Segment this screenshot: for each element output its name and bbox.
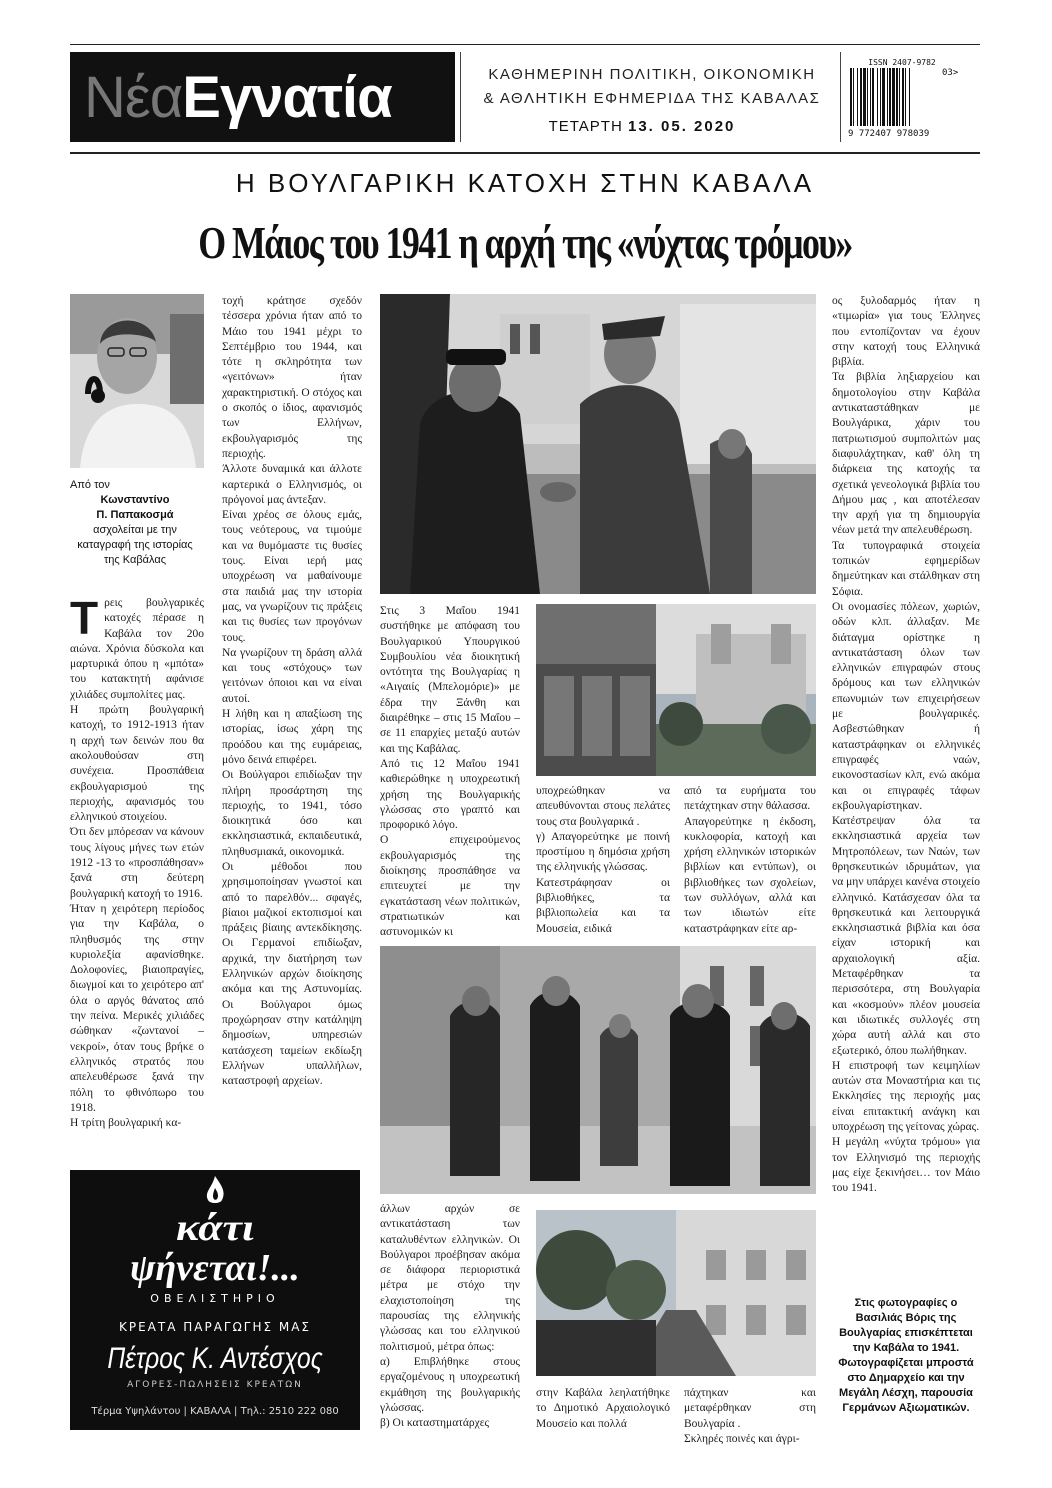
col2-paragraph: Οι Βούλγαροι επιδίωξαν την πλήρη προσάρτηση της περιοχής, το 1941, τόσο διοικητικά όσο και εκκλησιαστικά, εκπαιδευτικά, πληθυσμιακά, οικονομικά. — [222, 769, 362, 858]
article-column-3-bottom — [380, 1202, 520, 1431]
col2-paragraph: τοχή κράτησε σχεδόν τέσσερα χρόνια ήταν από το Μάιο του 1941 μέχρι το Σεπτέμβριο του 1944, και τότε η σκληρότητα των «γειτόνων» ήταν χαρακτηριστική. Ο στόχος και ο σκοπός ο ίδιος, αφανισμός των Ελλήνων, εκβουλγαρισμός της περιοχής. — [222, 295, 362, 460]
photo-officers-street — [380, 946, 816, 1194]
ad-brand-line1: κάτι — [175, 1207, 255, 1249]
col6-paragraph: ος ξυλοδαρμός ήταν η «τιμωρία» για τους Έλληνες που εντοπίζονταν να έχουν στην κατοχή τους Ελληνικά βιβλία. — [832, 295, 980, 369]
author-photo — [70, 294, 204, 468]
dropcap: Τ — [70, 592, 99, 644]
ad-services: ΑΓΟΡΕΣ-ΠΩΛΗΣΕΙΣ ΚΡΕΑΤΩΝ — [127, 1380, 303, 1390]
col3-paragraph: άλλων αρχών σε αντικατάσταση των καταλυθέντων ελληνικών. Οι Βούλγαροι προέβησαν ακόμα σε διάφορα περιοριστικά μέτρα με στόχο την ελαχιστοποίηση της παρουσίας της ελληνικής γλώσσας και του ελληνικού πολιτισμού, μέτρα όπως: — [380, 1203, 520, 1353]
col1-paragraph: Ήταν η χειρότερη περίοδος για την Καβάλα, ο πληθυσμός της στην κυριολεξία αφανίσθηκε. Δολοφονίες, βιαιοπραγίες, διωγμοί και το χειρότερο απ' όλα ο αργός θάνατος από την πείνα. Μερικές χιλιάδες σώθηκαν «ζωντανοί – νεκροί», όταν τους βρήκε ο ελληνικός στρατός που απελευθέρωσε ξανά την πόλη το φθινόπωρο του 1918. — [70, 902, 204, 1114]
col5-paragraph: από τα ευρήματα του πετάχτηκαν στην θάλασσα. — [684, 785, 816, 813]
article-column-5-top — [684, 784, 816, 937]
issue-weekday: ΤΕΤΑΡΤΗ — [548, 118, 623, 135]
col2-paragraph: Άλλοτε δυναμικά και άλλοτε καρτερικά ο Ελληνισμός, οι πρόγονοί μας άντεξαν. — [222, 463, 362, 506]
advertisement-butcher[interactable] — [70, 1170, 360, 1430]
col4-paragraph: υποχρεώθηκαν να απευθύνονται στους πελάτες τους στα βουλγαρικά . — [536, 785, 670, 828]
photo-caption: Στις φωτογραφίες ο Βασιλιάς Βόρις της Βουλγαρίας επισκέπτεται την Καβάλα το 1941. Φωτογραφίζεται μπροστά στο Δημαρχείο και την Μεγάλη Λέσχη, παρουσία Γερμάνων Αξιωματικών. — [838, 1297, 974, 1414]
barcode-addon: 03> — [942, 68, 959, 78]
byline-from: Από τον — [70, 479, 110, 491]
article-column-5-bottom — [684, 1386, 816, 1447]
masthead-divider-right — [840, 52, 841, 142]
col2-paragraph: Είναι χρέος σε όλους εμάς, τους νεότερους, να τιμούμε και να θυμόμαστε τις θυσίες τους. Είναι ιερή μας υποχρέωση να μαθαίνουμε στα παιδιά μας την ιστορία μας, να γνωρίζουν τις πράξεις και τις θυσίες των προγόνων τους. — [222, 509, 362, 644]
article-column-2 — [222, 294, 362, 1089]
photo-town-hall — [536, 604, 816, 776]
newspaper-logo — [70, 52, 455, 142]
flame-icon — [192, 1174, 238, 1210]
col3-paragraph: β) Οι καταστηματάρχες — [380, 1417, 490, 1430]
col3-paragraph: α) Επιβλήθηκε στους εργαζομένους η υποχρεωτική εκμάθηση της βουλγαρικής γλώσσας. — [380, 1355, 520, 1414]
issue-date-value: 13. 05. 2020 — [627, 118, 736, 135]
photo-king-handshake — [380, 294, 816, 594]
author-name-first: Κωνσταντίνο — [100, 494, 170, 506]
issue-date — [472, 118, 812, 135]
masthead-bottom-rule — [70, 152, 980, 154]
col6-paragraph: Οι ονομασίες πόλεων, χωριών, οδών κλπ. άλλαξαν. Με διάταγμα ορίστηκε η αντικατάσταση όλων των ελληνικών επιγραφών στους δρόμους και των ελληνικών επωνυμιών των επιχειρήσεων με βουλγαρικές. Ασβεστώθηκαν ή καταστράφηκαν οι ελληνικές επιγραφές ναών, εικονοστασίων κλπ, ενώ ακόμα και οι επιγραφές τάφων εκβουλγαρίστηκαν. — [832, 600, 980, 812]
ad-owner: Πέτρος Κ. Αντέσχος — [107, 1342, 323, 1375]
barcode-number: 9 772407 978039 — [848, 129, 930, 139]
author-role: ασχολείται με την καταγραφή της ιστορίας της Καβάλας — [77, 524, 193, 566]
article-column-1 — [70, 592, 204, 1131]
col5-paragraph: Σκληρές ποινές και άγρι- — [684, 1432, 800, 1445]
col1-paragraph: Η πρώτη βουλγαρική κατοχή, το 1912-1913 ήταν η αρχή των δεινών που θα ακολουθούσαν στη συνέχεια. Προσπάθεια εκβουλγαρισμού της περιοχής, αφανισμός του ελληνικού στοιχείου. — [70, 704, 204, 824]
barcode-bars-icon — [848, 68, 940, 128]
col6-paragraph: Τα βιβλία ληξιαρχείου και δημοτολογίου στην Καβάλα αντικαταστάθηκαν με Βουλγάρικα, χάριν του πατριωτισμού συμπολιτών μας διαφυλάχτηκαν, καθ' όλη τη διάρκεια της κατοχής τα σχετικά γενεολογικά βιβλία του Δήμου μας , και αποτέλεσαν την αρχή για τη δημιουργία νέων μετά την απελευθέρωση. — [832, 371, 980, 537]
article-column-4-top — [536, 784, 670, 937]
col5-paragraph: πάχτηκαν και μεταφέρθηκαν στη Βουλγαρία . — [684, 1387, 816, 1430]
article-headline: Ο Μάιος του 1941 η αρχή της «νύχτας τρόμου» — [198, 217, 852, 268]
col1-paragraph: Ότι δεν μπόρεσαν να κάνουν τους λίγους μήνες των ετών 1912 -13 το «προσπάθησαν» ξανά στη δεύτερη βουλγαρική κατοχή το 1916. — [70, 826, 204, 900]
ad-tagline: ΚΡΕΑΤΑ ΠΑΡΑΓΩΓΗΣ ΜΑΣ — [118, 1320, 312, 1334]
col4-paragraph: γ) Απαγορεύτηκε με ποινή προστίμου η δημόσια χρήση της ελληνικής γλώσσας. — [536, 830, 670, 874]
col4-paragraph: Κατεστράφησαν οι βιβλιοθήκες, τα βιβλιοπωλεία και τα Μουσεία, ειδικά — [536, 876, 670, 935]
barcode — [848, 58, 959, 148]
logo-part2: Εγνατία — [182, 64, 392, 130]
col6-paragraph: Η επιστροφή των κειμηλίων αυτών στα Μοναστήρια και τις Εκκλησίες της περιοχής μας είναι επιτακτική ανάγκη και υποχρέωση της γείτονας χώρας. — [832, 1059, 980, 1134]
col6-paragraph: Κατέστρεψαν όλα τα εκκλησιαστικά αρχεία των Μητροπόλεων, των Ναών, των θρησκευτικών ιδρυμάτων, για να μην υπάρχει κανένα στοιχείο ελληνικό. Κατάσχεσαν όλα τα θρησκευτικά και λειτουργικά εκκλησιαστικά βιβλία και όσα είχαν ιστορική και αρχαιολογική αξία. Μεταφέρθηκαν τα περισσότερα, στη Βουλγαρία και «κοσμούν» πλέον μουσεία και ιδιωτικές συλλογές στη χώρα αυτή αλλά και στο εξωτερικό, όπου πωλήθηκαν. — [832, 815, 980, 1057]
col3-paragraph: Ο επιχειρούμενος εκβουλγαρισμός της διοίκησης προσπάθησε να επιτευχτεί με την εγκατάσταση νέων πολιτικών, στρατιωτικών και αστυνομικών κι — [380, 834, 520, 939]
top-rule — [70, 44, 980, 45]
col3-paragraph: Στις 3 Μαΐου 1941 συστήθηκε με απόφαση του Βουλγαρικού Υπουργικού Συμβουλίου νέα διοικητική οντότητα της Βουλγαρίας η «Αιγαιίς (Μπελομόριε)» με έδρα την Ξάνθη και διαιρέθηκε – στις 15 Μαΐου – σε 11 επαρχίες μεταξύ αυτών και της Καβάλας. — [380, 605, 520, 755]
tagline-line2: & ΑΘΛΗΤΙΚΗ ΕΦΗΜΕΡΙΔΑ ΤΗΣ ΚΑΒΑΛΑΣ — [483, 90, 821, 107]
col3-paragraph: Από τις 12 Μαΐου 1941 καθιερώθηκε η υποχρεωτική χρήση της Βουλγαρικής γλώσσας στο γραπτό και προφορικό λόγο. — [380, 757, 520, 832]
col1-paragraph: Η τρίτη βουλγαρική κα- — [70, 1117, 182, 1130]
ad-address: Τέρμα Υψηλάντου | ΚΑΒΑΛΑ | Τηλ.: 2510 222 080 — [91, 1406, 339, 1417]
col2-paragraph: Να γνωρίζουν τη δράση αλλά και τους «στόχους» των γειτόνων όποιοι και να είναι αυτοί. — [222, 646, 362, 705]
col1-paragraph: ρεις βουλγαρικές κατοχές πέρασε η Καβάλα τον 20ο αιώνα. Χρόνια δύσκολα και μαρτυρικά όπου η «μπότα» του κατακτητή αφάνισε χιλιάδες συμπολίτες μας. — [70, 597, 204, 701]
article-kicker: Η ΒΟΥΛΓΑΡΙΚΗ ΚΑΤΟΧΗ ΣΤΗΝ ΚΑΒΑΛΑ — [235, 168, 815, 198]
article-column-3-top — [380, 604, 520, 941]
article-column-4-bottom — [536, 1386, 670, 1432]
author-name-last: Π. Παπακοσμά — [96, 509, 174, 521]
article-column-6 — [832, 294, 980, 1197]
tagline-line1: ΚΑΘΗΜΕΡΙΝΗ ΠΟΛΙΤΙΚΗ, ΟΙΚΟΝΟΜΙΚΗ — [488, 66, 816, 83]
photo-street-today — [536, 1210, 816, 1376]
col4-paragraph: στην Καβάλα λεηλατήθηκε το Δημοτικό Αρχαιολογικό Μουσείο και πολλά — [536, 1387, 670, 1430]
masthead-divider-left — [460, 52, 461, 142]
col6-paragraph: Τα τυπογραφικά στοιχεία τοπικών εφημερίδων δημεύτηκαν και στάλθηκαν στη Σόφια. — [832, 539, 980, 598]
author-byline — [70, 478, 200, 568]
col2-paragraph: Οι μέθοδοι που χρησιμοποίησαν γνωστοί και από το παρελθόν... σφαγές, βίαιοι μαζικοί εκτοπισμοί και πράξεις βίαιης αντεκδίκησης. Οι Γερμανοί επιδίωξαν, αρχικά, την διατήρηση των Ελληνικών αρχών διοίκησης ακόμα και της Αστυνομίας. Οι Βούλγαροι όμως προχώρησαν στην κατάληψη δημοσίων, υπηρεσιών κατάσχεση ταμείων εκδίωξη Ελλήνων υπαλλήλων, καταστροφή αρχείων. — [222, 860, 362, 1088]
col6-paragraph: Η μεγάλη «νύχτα τρόμου» για τον Ελληνισμό της περιοχής μας είχε ξεκινήσει… τον Μάιο του 1941. — [832, 1136, 980, 1195]
ad-brand-line2: ψήνεται!... — [130, 1247, 300, 1289]
col2-paragraph: Η λήθη και η απαξίωση της ιστορίας, ίσως χάρη της προόδου και της ευμάρειας, μόνο δεινά επιφέρει. — [222, 708, 362, 766]
col5-paragraph: Απαγορεύτηκε η έκδοση, κυκλοφορία, κατοχή και χρήση ελληνικών ιστορικών βιβλίων και εντύπων), οι βιβλιοθήκες των σχολείων, των συλλόγων, αλλά και των ιδιωτών είτε καταστράφηκαν είτε αρ- — [684, 815, 816, 935]
ad-subtitle: ΟΒΕΛΙΣΤΗΡΙΟ — [150, 1292, 280, 1305]
issn-label: ISSN 2407-9782 — [868, 58, 936, 67]
logo-part1: Νέα — [84, 64, 183, 130]
